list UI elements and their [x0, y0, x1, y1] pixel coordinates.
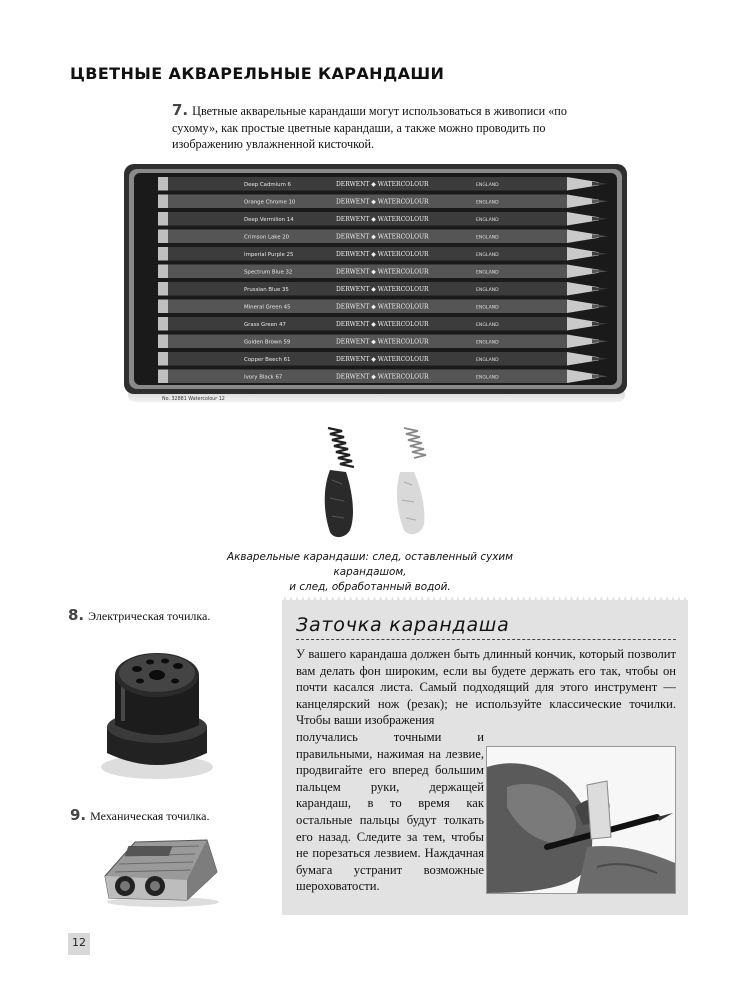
sidebar-title-rule	[296, 639, 676, 640]
pencil	[158, 195, 608, 209]
sidebar-paragraph-1: У вашего карандаша должен быть длинный кончик, который позволит вам делать фон широким, если вы будете держать его так, чтобы он почти касался листа. Самый подходящий для этого инструмент — канцелярский нож (резак); не используйте классические точилки. Чтобы ваши изображения	[296, 647, 676, 728]
page-number: 12	[72, 936, 86, 949]
step-9-label	[70, 806, 210, 824]
pencil-color-name: Golden Brown 59	[244, 339, 291, 346]
pencil-brand: DERWENT ◆ WATERCOLOUR	[336, 285, 429, 293]
step-7-number: 7.	[172, 101, 189, 119]
dry-pencil-fill	[325, 470, 353, 537]
pencil-country: ENGLAND	[476, 322, 499, 328]
pencil	[158, 335, 608, 349]
pencil-brand: DERWENT ◆ WATERCOLOUR	[336, 320, 429, 328]
pencil-country: ENGLAND	[476, 270, 499, 276]
pencil-brand: DERWENT ◆ WATERCOLOUR	[336, 180, 429, 188]
pencil-tin-illustration	[124, 160, 629, 405]
pencil-brand: DERWENT ◆ WATERCOLOUR	[336, 338, 429, 346]
pencil	[158, 212, 608, 226]
tin-label: No. 32881 Watercolour 12	[162, 397, 225, 402]
pencil-color-name: Mineral Green 45	[244, 304, 291, 311]
dry-pencil-stroke	[328, 428, 354, 467]
step-9-text: Механическая точилка.	[90, 809, 210, 823]
pencil-brand: DERWENT ◆ WATERCOLOUR	[336, 250, 429, 258]
stroke-caption	[200, 550, 540, 595]
pencil-country: ENGLAND	[476, 340, 499, 346]
pencil-country: ENGLAND	[476, 235, 499, 241]
pencil	[158, 230, 608, 244]
pencil	[158, 247, 608, 261]
pencil-country: ENGLAND	[476, 182, 499, 188]
pencil-color-name: Deep Vermilion 14	[244, 216, 294, 223]
knife-sharpening-photo	[486, 746, 676, 894]
pencil-country: ENGLAND	[476, 217, 499, 223]
caption-line-1: Акварельные карандаши: след, оставленный сухим карандашом,	[227, 551, 513, 578]
pencil	[158, 177, 608, 191]
pencil	[158, 282, 608, 296]
caption-line-2: и след, обработанный водой.	[289, 581, 451, 593]
pencil-color-name: Spectrum Blue 32	[244, 269, 293, 276]
step-8-text: Электрическая точилка.	[88, 609, 211, 623]
pencil-country: ENGLAND	[476, 305, 499, 311]
stroke-samples-illustration	[300, 420, 460, 550]
pencil-country: ENGLAND	[476, 252, 499, 258]
step-8-label	[68, 606, 210, 624]
pencil-brand: DERWENT ◆ WATERCOLOUR	[336, 233, 429, 241]
pencil-brand: DERWENT ◆ WATERCOLOUR	[336, 268, 429, 276]
pencil-country: ENGLAND	[476, 200, 499, 206]
pencil-brand: DERWENT ◆ WATERCOLOUR	[336, 215, 429, 223]
pencil	[158, 300, 608, 314]
pencil-color-name: Imperial Purple 25	[244, 251, 294, 258]
pencil-country: ENGLAND	[476, 357, 499, 363]
pencil	[158, 370, 608, 384]
wet-pencil-stroke	[404, 428, 426, 458]
section-heading: ЦВЕТНЫЕ АКВАРЕЛЬНЫЕ КАРАНДАШИ	[70, 64, 445, 83]
sidebar-paragraph-2: получались точными и правильными, нажимая на лезвие, продвигайте его вперед большим пальцем руки, держащей карандаш, в то время как остальные пальцы будут толкать его назад. Следите за тем, чтобы не порезаться лезвием. Наждачная бумага устранит возможные шероховатости.	[296, 730, 484, 894]
pencil-color-name: Prussian Blue 35	[244, 286, 289, 293]
pencil	[158, 352, 608, 366]
manual-sharpener-illustration	[95, 828, 225, 908]
pencil-country: ENGLAND	[476, 375, 499, 381]
step-7-text: Цветные акварельные карандаши могут использоваться в живописи «по сухому», как простые цветные карандаши, а также можно проводить по изображению увлажненной кисточкой.	[172, 104, 567, 151]
pencil-brand: DERWENT ◆ WATERCOLOUR	[336, 198, 429, 206]
sidebar-title: Заточка карандаша	[296, 614, 510, 636]
pencil-color-name: Orange Chrome 10	[244, 199, 296, 206]
pencil-color-name: Grass Green 47	[244, 321, 286, 328]
step-7-paragraph	[172, 102, 592, 153]
electric-sharpener-illustration	[95, 635, 225, 785]
pencil-brand: DERWENT ◆ WATERCOLOUR	[336, 373, 429, 381]
step-9-number: 9.	[70, 806, 87, 824]
pencil-country: ENGLAND	[476, 287, 499, 293]
pencil	[158, 317, 608, 331]
pencil-color-name: Ivory Black 67	[244, 374, 283, 381]
pencil-brand: DERWENT ◆ WATERCOLOUR	[336, 303, 429, 311]
pencil-color-name: Deep Cadmium 6	[244, 181, 291, 188]
pencil-color-name: Crimson Lake 20	[244, 234, 290, 241]
pencil	[158, 265, 608, 279]
pencil-brand: DERWENT ◆ WATERCOLOUR	[336, 355, 429, 363]
step-8-number: 8.	[68, 606, 85, 624]
wet-pencil-fill	[397, 472, 424, 534]
pencil-color-name: Copper Beech 61	[244, 356, 291, 363]
